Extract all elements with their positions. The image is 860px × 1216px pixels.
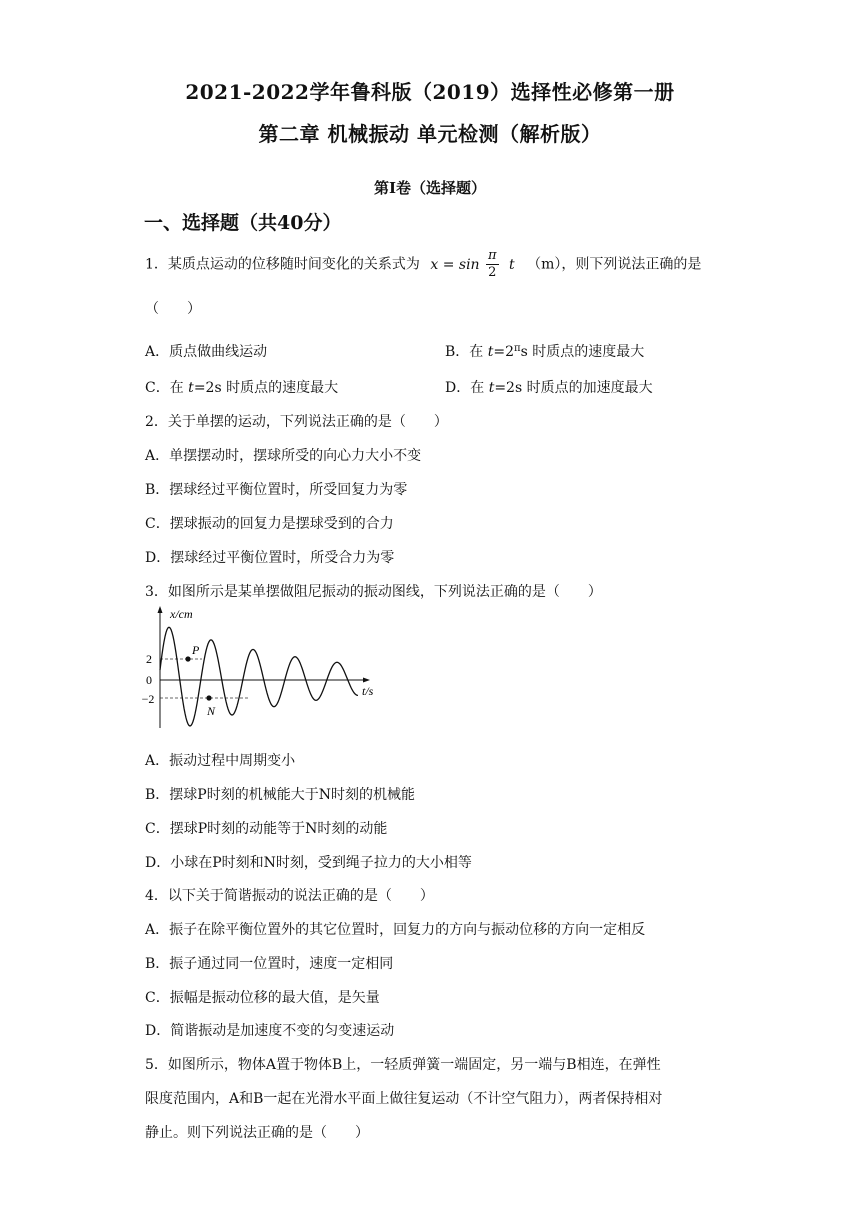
y-axis-label: x/cm [170, 607, 193, 621]
damped-oscillation-figure [140, 604, 390, 734]
point-n-label: N [207, 704, 216, 718]
q1-option-d-t: t [488, 380, 495, 396]
q1-option-b-post: s 时质点的速度最大 [520, 344, 645, 360]
q1-blank: （ ） [145, 301, 201, 317]
q3-option-d: D．小球在P时刻和N时刻，受到绳子拉力的大小相等 [145, 855, 472, 871]
q1-formula-lhs: x = sin [430, 256, 480, 273]
volume-heading: 第Ⅰ卷（选择题） [373, 179, 487, 197]
q1-option-c-t: t [188, 380, 194, 396]
q1-option-c-post: =2s 时质点的速度最大 [193, 380, 339, 396]
q3-stem: 3．如图所示是某单摆做阻尼振动的振动图线，下列说法正确的是（ ） [145, 584, 602, 600]
q4-stem: 4．以下关于简谐振动的说法正确的是（ ） [145, 888, 434, 904]
y-tick-0: 0 [146, 673, 152, 687]
q1-formula-var: t [509, 256, 515, 273]
x-axis-arrow-icon [363, 678, 370, 683]
q2-stem: 2．关于单摆的运动，下列说法正确的是（ ） [145, 414, 448, 430]
q1-option-c [145, 377, 338, 397]
q5-line2: 限度范围内，A和B一起在光滑水平面上做往复运动（不计空气阻力），两者保持相对 [145, 1091, 663, 1107]
y-tick-neg2: −2 [141, 692, 155, 706]
point-p-marker [185, 656, 190, 661]
q1-option-a: A．质点做曲线运动 [145, 344, 268, 360]
q4-option-a: A．振子在除平衡位置外的其它位置时，回复力的方向与振动位移的方向一定相反 [145, 922, 646, 938]
q2-option-b: B．摆球经过平衡位置时，所受回复力为零 [145, 482, 408, 498]
q4-option-c: C．振幅是振动位移的最大值，是矢量 [145, 990, 380, 1006]
q1-option-b-mid: =2 [493, 344, 515, 360]
q1-frac-denominator: 2 [488, 265, 497, 280]
y-tick-2: 2 [146, 652, 152, 666]
q1-stem-post: （m），则下列说法正确的是 [527, 256, 702, 273]
x-axis-label: t/s [362, 684, 374, 698]
point-n-marker [206, 695, 211, 700]
q1-option-d-pre: D．在 [445, 380, 485, 396]
q4-option-b: B．振子通过同一位置时，速度一定相同 [145, 956, 394, 972]
document-title-line2: 第二章 机械振动 单元检测（解析版） [258, 122, 602, 146]
q4-option-d: D．简谐振动是加速度不变的匀变速运动 [145, 1023, 395, 1039]
q1-option-b-t: t [487, 344, 494, 360]
q2-option-d: D．摆球经过平衡位置时，所受合力为零 [145, 550, 395, 566]
oscillation-curve [160, 627, 358, 726]
q1-option-b-pi: π [514, 343, 521, 354]
q2-option-c: C．摆球振动的回复力是摆球受到的合力 [145, 516, 394, 532]
document-title-line1: 2021-2022学年鲁科版（2019）选择性必修第一册 [185, 80, 675, 104]
q3-option-c: C．摆球P时刻的动能等于N时刻的动能 [145, 821, 388, 837]
q2-option-a: A．单摆摆动时，摆球所受的向心力大小不变 [145, 448, 422, 464]
q1-stem-pre: 1．某质点运动的位移随时间变化的关系式为 [145, 256, 420, 273]
section-heading: 一、选择题（共40分） [144, 212, 342, 234]
point-p-label: P [192, 643, 200, 657]
q1-stem [145, 248, 701, 281]
q1-option-c-pre: C．在 [145, 380, 184, 396]
q3-option-a: A．振动过程中周期变小 [145, 753, 296, 769]
y-axis-arrow-icon [158, 606, 163, 613]
q1-option-b-pre: B．在 [445, 344, 484, 360]
q3-option-b: B．摆球P时刻的机械能大于N时刻的机械能 [145, 787, 415, 803]
q1-frac-numerator: π [488, 248, 497, 263]
q1-option-b [445, 341, 644, 361]
q1-option-d-post: =2s 时质点的加速度最大 [494, 380, 653, 396]
q5-line1: 5．如图所示，物体A置于物体B上，一轻质弹簧一端固定，另一端与B相连，在弹性 [145, 1057, 661, 1073]
q5-line3: 静止。则下列说法正确的是（ ） [145, 1125, 369, 1141]
q1-formula-fraction [486, 248, 499, 281]
q1-option-d [445, 377, 653, 397]
